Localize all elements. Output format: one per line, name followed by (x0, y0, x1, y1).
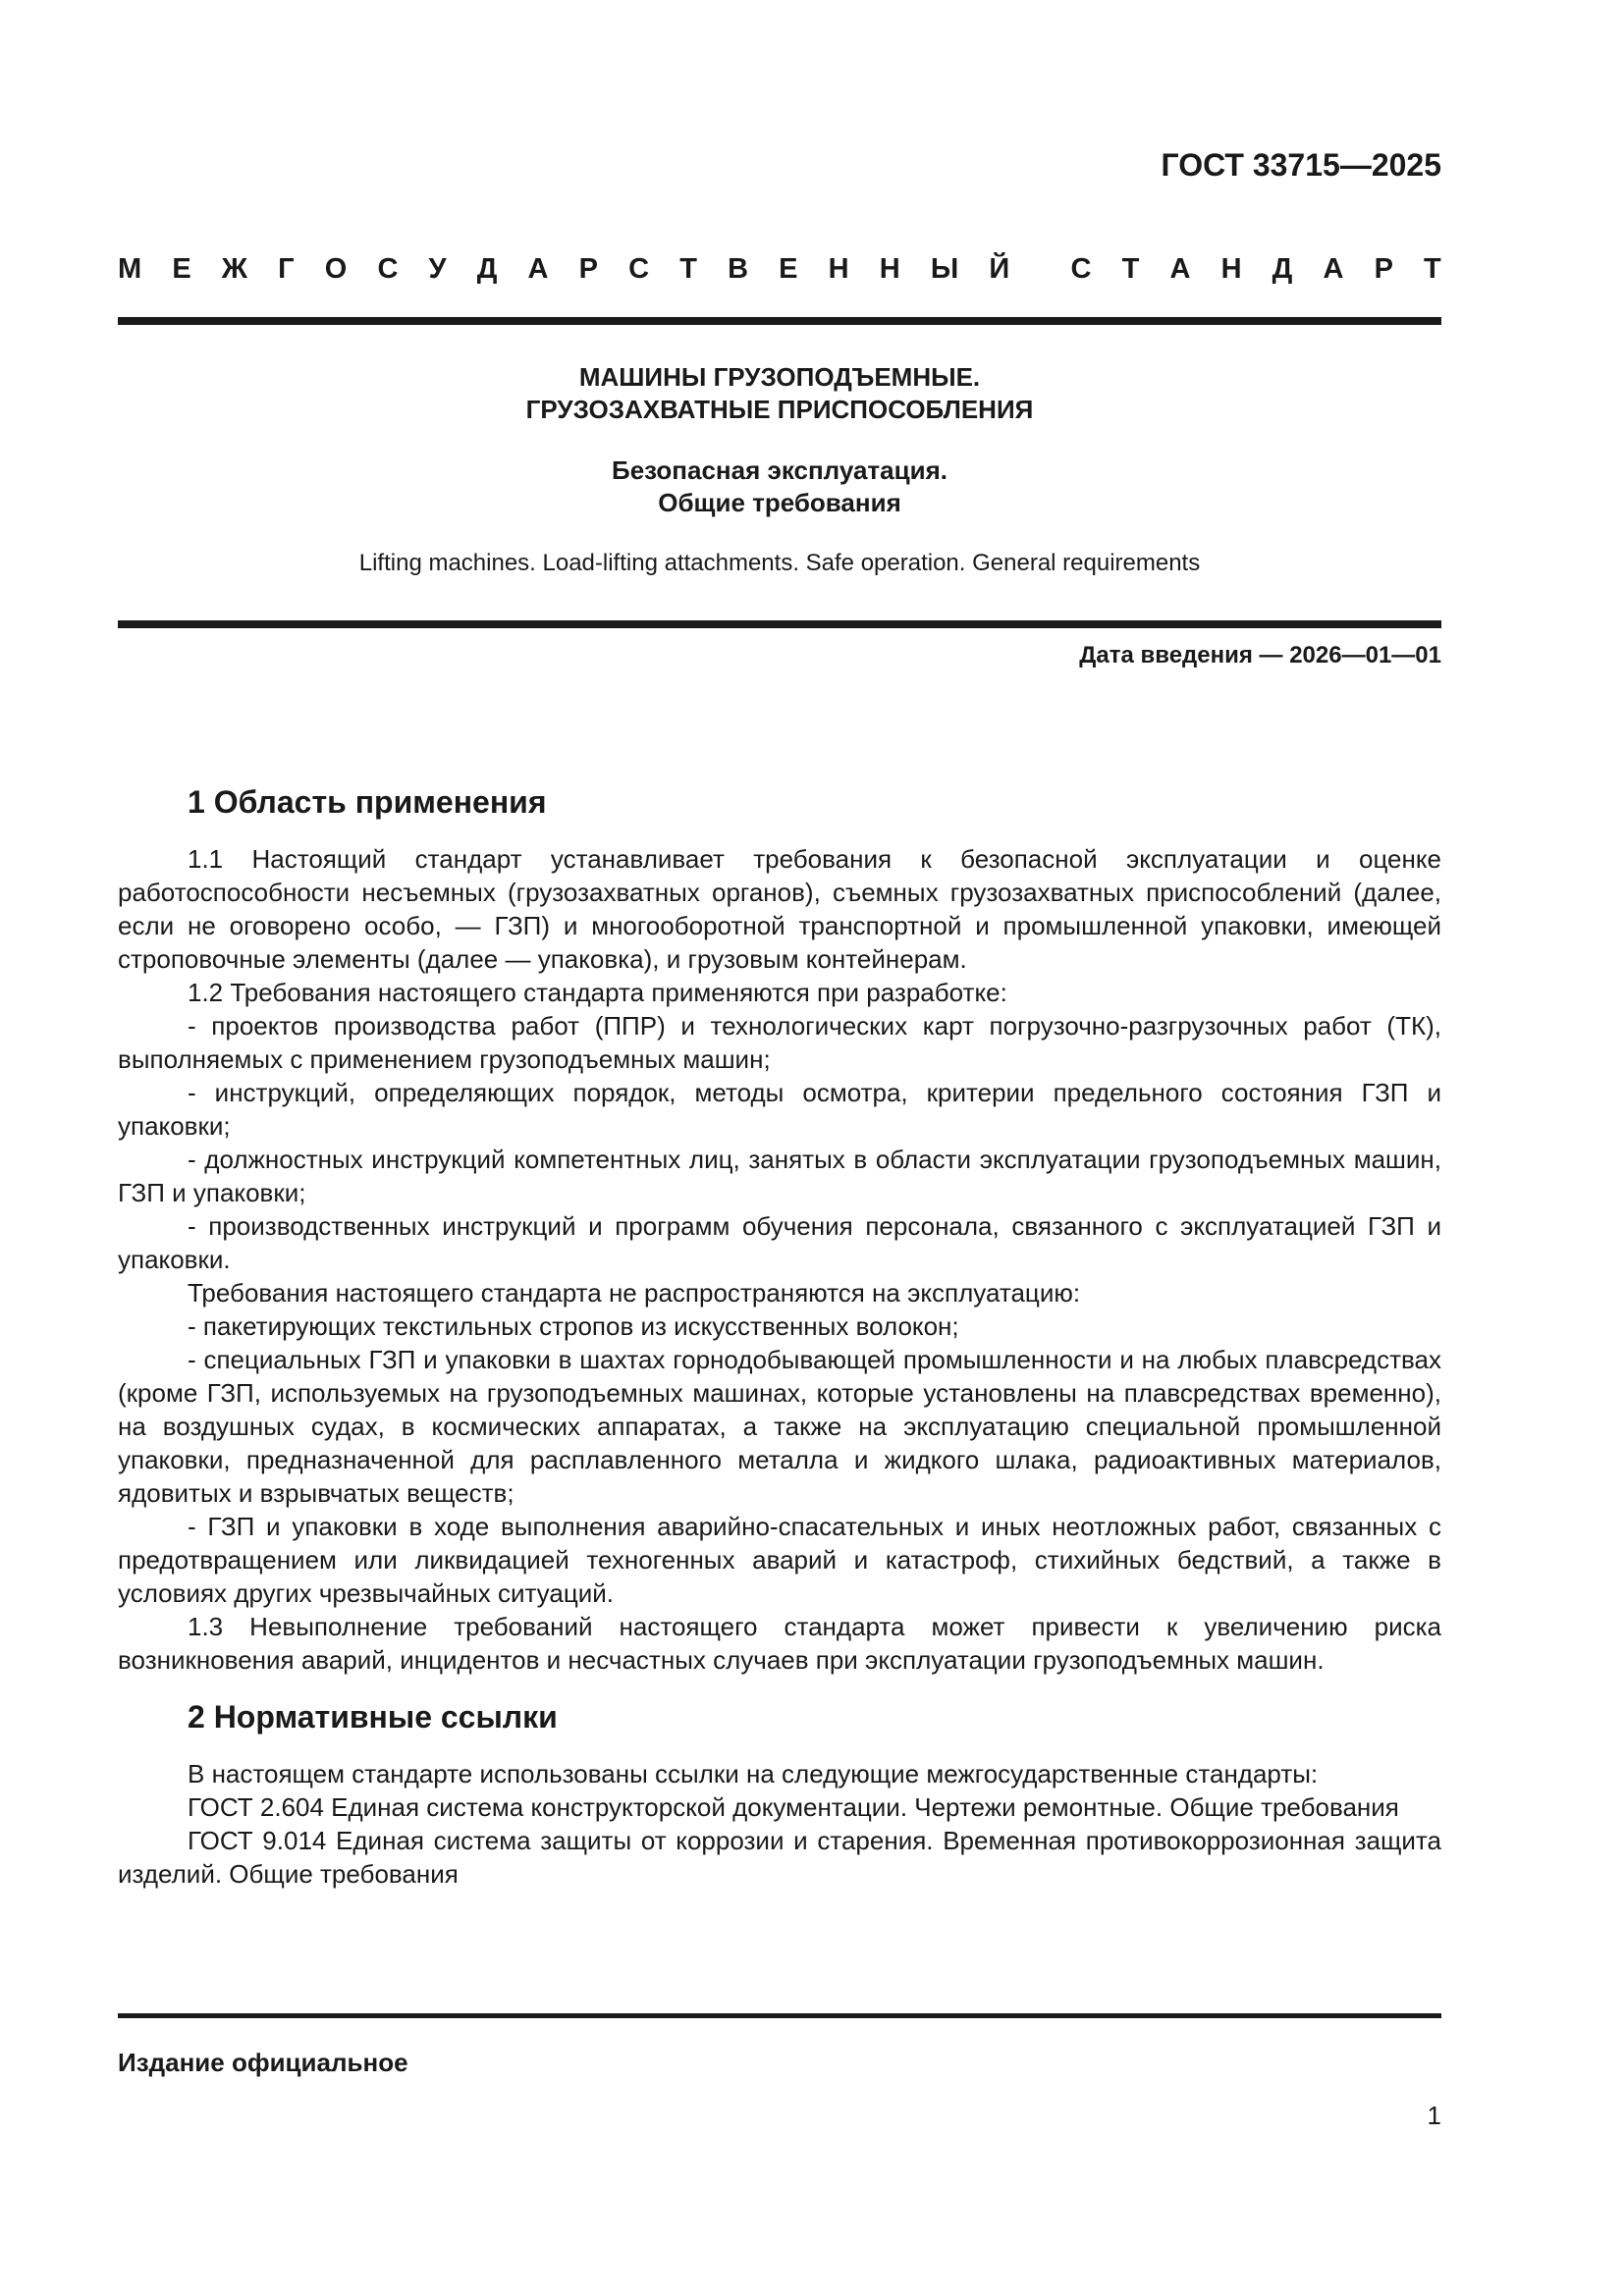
caption-letter: Е (172, 253, 191, 285)
list-item: - ГЗП и упаковки в ходе выполнения аварийно-спасательных и иных неотложных работ, связанных с предотвращением или ликвидацией техногенных аварий и катастроф, стихийных бедствий, а также в условиях других чрезвычайных ситуаций. (118, 1512, 1441, 1608)
caption-letter: Т (679, 253, 697, 285)
caption-letter: Ж (221, 253, 248, 285)
caption-letter: Н (879, 253, 900, 285)
section-heading: 2 Нормативные ссылки (188, 1699, 558, 1735)
document-body (118, 783, 1441, 1891)
title-sub-line: Общие требования (658, 488, 901, 517)
caption-letter: Т (1424, 253, 1441, 285)
footer-divider (118, 2013, 1441, 2018)
interstate-standard-caption (118, 253, 1441, 286)
caption-letter: В (728, 253, 749, 285)
title-english: Lifting machines. Load-lifting attachments. Safe operation. General requirements (358, 550, 1201, 576)
list-item: - производственных инструкций и программ обучения персонала, связанного с эксплуатацией ГЗП и упаковки. (118, 1211, 1441, 1274)
list-item: - проектов производства работ (ППР) и технологических карт погрузочно-разгрузочных работ (ТК), выполняемых с применением грузоподъемных машин; (118, 1011, 1441, 1074)
introduction-date: Дата введения — 2026—01—01 (1079, 642, 1441, 668)
caption-letter: А (527, 253, 549, 285)
paragraph: 1.1 Настоящий стандарт устанавливает требования к безопасной эксплуатации и оценке работоспособности несъемных (грузозахватных органов), съемных грузозахватных приспособлений (далее, если не оговорено особо, — ГЗП) и многооборотной транспортной и промышленной упаковки, имеющей строповочные элементы (далее — упаковка), и грузовым контейнерам. (118, 844, 1441, 974)
official-edition-label: Издание официальное (118, 2048, 408, 2077)
caption-letter: Д (1272, 253, 1293, 285)
caption-letter: А (1323, 253, 1344, 285)
caption-letter: М (118, 253, 142, 285)
title-main-line: ГРУЗОЗАХВАТНЫЕ ПРИСПОСОБЛЕНИЯ (525, 395, 1034, 424)
caption-letter: О (324, 253, 348, 285)
title-sub-line: Безопасная эксплуатация. (612, 455, 947, 485)
caption-letter: С (1070, 253, 1092, 285)
caption-letter: Й (989, 253, 1010, 285)
caption-letter: Т (1121, 253, 1140, 285)
page-number: 1 (1427, 2101, 1441, 2130)
paragraph: Требования настоящего стандарта не распространяются на эксплуатацию: (188, 1278, 1081, 1308)
paragraph: 1.3 Невыполнение требований настоящего стандарта может привести к увеличению риска возникновения аварий, инцидентов и несчастных случаев при эксплуатации грузоподъемных машин. (118, 1612, 1441, 1675)
caption-letter: Н (828, 253, 849, 285)
caption-letter: Ы (930, 253, 959, 285)
list-item: - инструкций, определяющих порядок, методы осмотра, критерии предельного состояния ГЗП и упаковки; (118, 1078, 1441, 1141)
title-divider (118, 620, 1441, 628)
title-main (118, 361, 1441, 426)
caption-letter: С (377, 253, 399, 285)
list-item: - должностных инструкций компетентных лиц, занятых в области эксплуатации грузоподъемных машин, ГЗП и упаковки; (118, 1145, 1441, 1207)
caption-letter: У (428, 253, 447, 285)
paragraph: В настоящем стандарте использованы ссылки на следующие межгосударственные стандарты: (188, 1759, 1319, 1789)
caption-letter: Е (779, 253, 798, 285)
caption-letter: Г (278, 253, 295, 285)
caption-letter: Р (578, 253, 598, 285)
reference-item: ГОСТ 9.014 Единая система защиты от коррозии и старения. Временная противокоррозионная защита изделий. Общие требования (118, 1826, 1441, 1889)
list-item: - пакетирующих текстильных стропов из искусственных волокон; (188, 1311, 959, 1341)
title-subtitle (118, 454, 1441, 519)
paragraph: 1.2 Требования настоящего стандарта применяются при разработке: (188, 978, 1007, 1007)
caption-letter: С (628, 253, 650, 285)
document-number: ГОСТ 33715—2025 (1161, 147, 1441, 183)
title-main-line: МАШИНЫ ГРУЗОПОДЪЕМНЫЕ. (578, 362, 981, 392)
caption-letter: А (1169, 253, 1191, 285)
section-heading: 1 Область применения (188, 784, 547, 820)
caption-letter: Д (476, 253, 498, 285)
caption-letter: Р (1374, 253, 1393, 285)
caption-letter: Н (1220, 253, 1242, 285)
top-divider (118, 317, 1441, 325)
reference-item: ГОСТ 2.604 Единая система конструкторской документации. Чертежи ремонтные. Общие требования (188, 1792, 1399, 1822)
list-item: - специальных ГЗП и упаковки в шахтах горнодобывающей промышленности и на любых плавсредствах (кроме ГЗП, используемых на грузоподъемных машинах, которые установлены на плавсредствах временно), на воздушных судах, в космических аппаратах, а также на эксплуатацию специальной промышленной упаковки, предназначенной для расплавленного металла и жидкого шлака, радиоактивных материалов, ядовитых и взрывчатых веществ; (118, 1345, 1441, 1508)
